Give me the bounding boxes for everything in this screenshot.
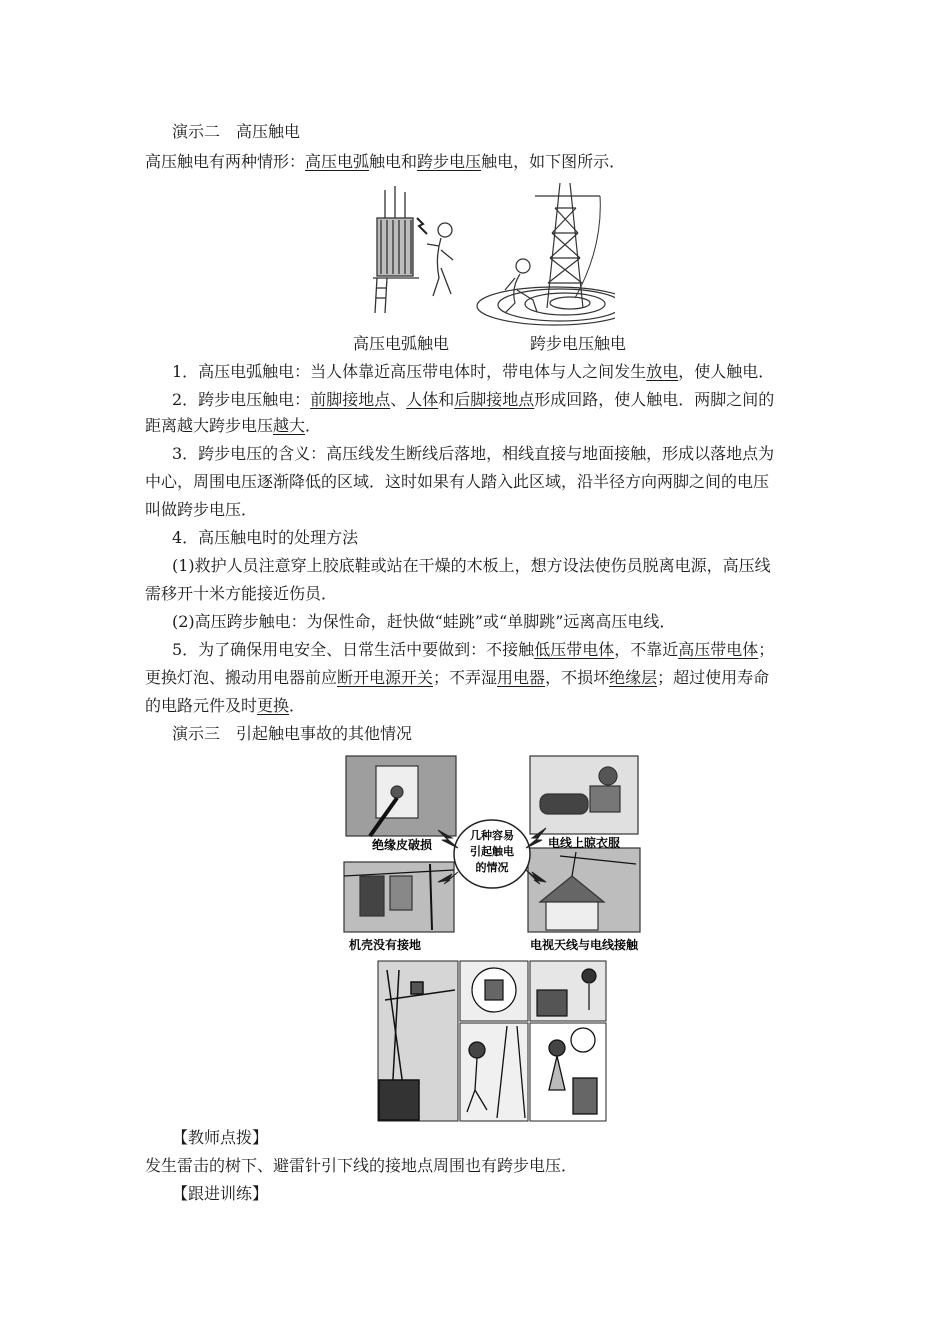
point-4-1-line-2: 需移开十米方能接近伤员． — [145, 584, 338, 603]
point-1: 1．高压电弧触电：当人体靠近高压带电体时，带电体与人之间发生放电，使人触电． — [172, 362, 775, 381]
case-clothes-on-wire-illustration — [530, 756, 638, 834]
step-voltage-illustration — [477, 183, 615, 325]
section-2-intro: 高压触电有两种情形：高压电弧触电和跨步电压触电，如下图所示． — [145, 152, 626, 171]
section-3-heading: 演示三 引起触电事故的其他情况 — [172, 724, 413, 743]
case-antenna-contact-illustration — [528, 848, 640, 932]
point-5-line-1: 5．为了确保用电安全、日常生活中要做到：不接触低压带电体，不靠近高压带电体； — [172, 640, 775, 659]
point-3-line-2: 中心，周围电压逐渐降低的区域．这时如果有人踏入此区域，沿半径方向两脚之间的电压 — [145, 472, 770, 491]
arc-shock-illustration — [373, 186, 453, 313]
point-5-line-2: 更换灯泡、搬动用电器前应断开电源开关；不弄湿用电器，不损坏绝缘层；超过使用寿命 — [145, 668, 770, 687]
figure-caption-step: 跨步电压触电 — [530, 334, 627, 353]
center-label-line-2: 引起触电 — [470, 845, 514, 858]
center-label-line-3: 的情况 — [475, 861, 509, 874]
case-label-antenna: 电视天线与电线接触 — [529, 938, 639, 952]
point-3-line-1: 3．跨步电压的含义：高压线发生断线后落地，相线直接与地面接触，形成以落地点为 — [172, 444, 775, 463]
figure-caption-arc: 高压电弧触电 — [353, 334, 450, 353]
point-2-line-1: 2．跨步电压触电：前脚接地点、人体和后脚接地点形成回路，使人触电．两脚之间的 — [172, 390, 775, 409]
high-voltage-figure — [365, 178, 615, 328]
teacher-tip-heading: 【教师点拨】 — [172, 1128, 269, 1147]
practice-heading: 【跟进训练】 — [172, 1184, 269, 1203]
case-insulation-damaged-illustration — [346, 756, 456, 836]
point-5-line-3: 的电路元件及时更换． — [145, 696, 306, 715]
point-4-2: (2)高压跨步触电：为保性命，赶快做“蛙跳”或“单脚跳”远离高压电线． — [172, 612, 676, 631]
case-label-clothes: 电线上晾衣服 — [547, 836, 621, 850]
shock-cases-figure — [340, 752, 645, 957]
point-4: 4．高压触电时的处理方法 — [172, 528, 359, 547]
case-no-grounding-illustration — [344, 862, 454, 932]
center-label-line-1: 几种容易 — [470, 829, 514, 842]
wet-hands-plug-illustration — [472, 968, 516, 1012]
point-4-1-line-1: (1)救护人员注意穿上胶底鞋或站在干燥的木板上，想方设法使伤员脱离电源，高压线 — [172, 556, 771, 575]
teacher-tip-text: 发生雷击的树下、避雷针引下线的接地点周围也有跨步电压． — [145, 1156, 578, 1175]
section-2-heading: 演示二 高压触电 — [172, 122, 301, 141]
case-label-grounding: 机壳没有接地 — [348, 938, 422, 952]
case-label-insulation: 绝缘皮破损 — [371, 838, 433, 852]
shock-cases-photos — [377, 960, 607, 1122]
point-2-line-2: 距离越大跨步电压越大． — [145, 416, 322, 435]
point-3-line-3: 叫做跨步电压． — [145, 500, 258, 519]
